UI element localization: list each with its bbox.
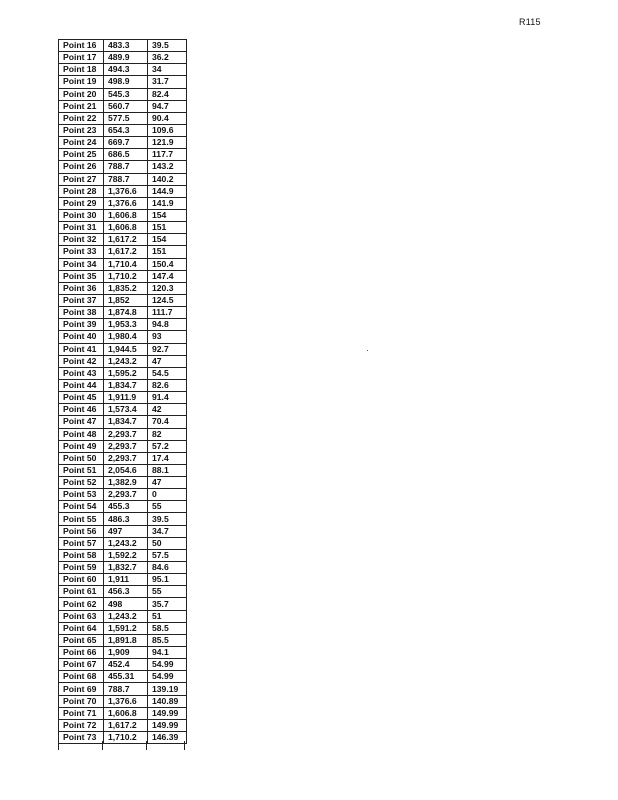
point-name-cell: Point 50: [59, 452, 104, 464]
point-name-cell: Point 31: [59, 222, 104, 234]
point-name-cell: Point 57: [59, 537, 104, 549]
table-row: [59, 222, 187, 234]
y-value-cell: 91.4: [148, 392, 187, 404]
point-name-cell: Point 51: [59, 464, 104, 476]
table-row: [59, 379, 187, 391]
point-name-cell: Point 66: [59, 647, 104, 659]
y-value-cell: 150.4: [148, 258, 187, 270]
table-row: [59, 489, 187, 501]
table-row: [59, 513, 187, 525]
x-value-cell: 1,382.9: [104, 477, 148, 489]
y-value-cell: 144.9: [148, 185, 187, 197]
point-name-cell: Point 24: [59, 137, 104, 149]
x-value-cell: 788.7: [104, 683, 148, 695]
y-value-cell: 93: [148, 331, 187, 343]
table-row: [59, 149, 187, 161]
y-value-cell: 39.5: [148, 40, 187, 52]
y-value-cell: 36.2: [148, 52, 187, 64]
table-row: [59, 234, 187, 246]
point-name-cell: Point 61: [59, 586, 104, 598]
x-value-cell: 1,591.2: [104, 622, 148, 634]
y-value-cell: 35.7: [148, 598, 187, 610]
table-row: [59, 282, 187, 294]
table-row: [59, 137, 187, 149]
points-table: [58, 39, 187, 744]
table-row: [59, 307, 187, 319]
y-value-cell: 55: [148, 501, 187, 513]
x-value-cell: 1,832.7: [104, 562, 148, 574]
y-value-cell: 82.4: [148, 88, 187, 100]
table-row: [59, 671, 187, 683]
point-name-cell: Point 55: [59, 513, 104, 525]
y-value-cell: 42: [148, 404, 187, 416]
table-row: [59, 331, 187, 343]
point-name-cell: Point 19: [59, 76, 104, 88]
x-value-cell: 498: [104, 598, 148, 610]
table-row: [59, 64, 187, 76]
y-value-cell: 146.39: [148, 732, 187, 744]
table-row: [59, 549, 187, 561]
table-row: [59, 88, 187, 100]
y-value-cell: 34: [148, 64, 187, 76]
table-row: [59, 695, 187, 707]
y-value-cell: 139.19: [148, 683, 187, 695]
x-value-cell: 1,606.8: [104, 222, 148, 234]
x-value-cell: 1,874.8: [104, 307, 148, 319]
y-value-cell: 57.5: [148, 549, 187, 561]
table-row: [59, 343, 187, 355]
y-value-cell: 88.1: [148, 464, 187, 476]
point-name-cell: Point 52: [59, 477, 104, 489]
table-row: [59, 185, 187, 197]
point-name-cell: Point 54: [59, 501, 104, 513]
x-value-cell: 1,911: [104, 574, 148, 586]
y-value-cell: 57.2: [148, 440, 187, 452]
page-label: R115: [519, 17, 541, 27]
point-name-cell: Point 49: [59, 440, 104, 452]
y-value-cell: 109.6: [148, 124, 187, 136]
x-value-cell: 788.7: [104, 173, 148, 185]
point-name-cell: Point 69: [59, 683, 104, 695]
table-row: [59, 246, 187, 258]
x-value-cell: 1,592.2: [104, 549, 148, 561]
table-tail-lines: [58, 741, 185, 750]
point-name-cell: Point 64: [59, 622, 104, 634]
y-value-cell: 140.2: [148, 173, 187, 185]
y-value-cell: 141.9: [148, 197, 187, 209]
x-value-cell: 1,243.2: [104, 537, 148, 549]
x-value-cell: 2,293.7: [104, 428, 148, 440]
point-name-cell: Point 68: [59, 671, 104, 683]
x-value-cell: 1,710.2: [104, 732, 148, 744]
x-value-cell: 1,243.2: [104, 355, 148, 367]
x-value-cell: 1,617.2: [104, 234, 148, 246]
y-value-cell: 149.99: [148, 707, 187, 719]
point-name-cell: Point 53: [59, 489, 104, 501]
y-value-cell: 54.5: [148, 367, 187, 379]
table-row: [59, 659, 187, 671]
x-value-cell: 1,852: [104, 294, 148, 306]
point-name-cell: Point 23: [59, 124, 104, 136]
y-value-cell: 124.5: [148, 294, 187, 306]
x-value-cell: 2,293.7: [104, 489, 148, 501]
x-value-cell: 1,573.4: [104, 404, 148, 416]
point-name-cell: Point 16: [59, 40, 104, 52]
point-name-cell: Point 44: [59, 379, 104, 391]
scan-speck: [367, 350, 368, 351]
x-value-cell: 1,835.2: [104, 282, 148, 294]
table-row: [59, 562, 187, 574]
point-name-cell: Point 18: [59, 64, 104, 76]
point-name-cell: Point 17: [59, 52, 104, 64]
table-row: [59, 647, 187, 659]
y-value-cell: 90.4: [148, 112, 187, 124]
table-row: [59, 404, 187, 416]
y-value-cell: 94.1: [148, 647, 187, 659]
x-value-cell: 1,617.2: [104, 246, 148, 258]
point-name-cell: Point 63: [59, 610, 104, 622]
point-name-cell: Point 70: [59, 695, 104, 707]
table-row: [59, 464, 187, 476]
y-value-cell: 94.7: [148, 100, 187, 112]
point-name-cell: Point 72: [59, 719, 104, 731]
x-value-cell: 1,617.2: [104, 719, 148, 731]
point-name-cell: Point 32: [59, 234, 104, 246]
y-value-cell: 151: [148, 246, 187, 258]
point-name-cell: Point 35: [59, 270, 104, 282]
table-row: [59, 367, 187, 379]
point-name-cell: Point 47: [59, 416, 104, 428]
x-value-cell: 494.3: [104, 64, 148, 76]
y-value-cell: 147.4: [148, 270, 187, 282]
x-value-cell: 1,944.5: [104, 343, 148, 355]
y-value-cell: 154: [148, 209, 187, 221]
y-value-cell: 151: [148, 222, 187, 234]
x-value-cell: 1,834.7: [104, 379, 148, 391]
point-name-cell: Point 20: [59, 88, 104, 100]
point-name-cell: Point 45: [59, 392, 104, 404]
point-name-cell: Point 71: [59, 707, 104, 719]
point-name-cell: Point 26: [59, 161, 104, 173]
x-value-cell: 1,606.8: [104, 209, 148, 221]
x-value-cell: 1,376.6: [104, 197, 148, 209]
table-row: [59, 683, 187, 695]
y-value-cell: 154: [148, 234, 187, 246]
table-row: [59, 719, 187, 731]
table-row: [59, 501, 187, 513]
point-name-cell: Point 22: [59, 112, 104, 124]
table-row: [59, 610, 187, 622]
x-value-cell: 2,293.7: [104, 452, 148, 464]
x-value-cell: 1,243.2: [104, 610, 148, 622]
x-value-cell: 1,980.4: [104, 331, 148, 343]
point-name-cell: Point 33: [59, 246, 104, 258]
y-value-cell: 149.99: [148, 719, 187, 731]
x-value-cell: 455.3: [104, 501, 148, 513]
y-value-cell: 0: [148, 489, 187, 501]
x-value-cell: 1,710.2: [104, 270, 148, 282]
point-name-cell: Point 29: [59, 197, 104, 209]
y-value-cell: 95.1: [148, 574, 187, 586]
y-value-cell: 111.7: [148, 307, 187, 319]
y-value-cell: 85.5: [148, 634, 187, 646]
x-value-cell: 560.7: [104, 100, 148, 112]
table-row: [59, 440, 187, 452]
point-name-cell: Point 30: [59, 209, 104, 221]
x-value-cell: 2,054.6: [104, 464, 148, 476]
point-name-cell: Point 36: [59, 282, 104, 294]
x-value-cell: 498.9: [104, 76, 148, 88]
x-value-cell: 1,953.3: [104, 319, 148, 331]
x-value-cell: 1,606.8: [104, 707, 148, 719]
table-row: [59, 634, 187, 646]
y-value-cell: 92.7: [148, 343, 187, 355]
table-row: [59, 537, 187, 549]
y-value-cell: 82: [148, 428, 187, 440]
y-value-cell: 82.6: [148, 379, 187, 391]
x-value-cell: 2,293.7: [104, 440, 148, 452]
x-value-cell: 1,376.6: [104, 185, 148, 197]
y-value-cell: 120.3: [148, 282, 187, 294]
x-value-cell: 1,909: [104, 647, 148, 659]
table-row: [59, 416, 187, 428]
x-value-cell: 455.31: [104, 671, 148, 683]
y-value-cell: 121.9: [148, 137, 187, 149]
y-value-cell: 50: [148, 537, 187, 549]
x-value-cell: 1,710.4: [104, 258, 148, 270]
x-value-cell: 1,376.6: [104, 695, 148, 707]
table-row: [59, 100, 187, 112]
points-table-body: [59, 40, 187, 744]
x-value-cell: 1,595.2: [104, 367, 148, 379]
x-value-cell: 1,891.8: [104, 634, 148, 646]
point-name-cell: Point 73: [59, 732, 104, 744]
table-row: [59, 294, 187, 306]
x-value-cell: 1,834.7: [104, 416, 148, 428]
y-value-cell: 143.2: [148, 161, 187, 173]
y-value-cell: 94.8: [148, 319, 187, 331]
point-name-cell: Point 56: [59, 525, 104, 537]
x-value-cell: 788.7: [104, 161, 148, 173]
y-value-cell: 47: [148, 477, 187, 489]
table-row: [59, 452, 187, 464]
table-row: [59, 209, 187, 221]
y-value-cell: 51: [148, 610, 187, 622]
point-name-cell: Point 42: [59, 355, 104, 367]
point-name-cell: Point 27: [59, 173, 104, 185]
table-row: [59, 707, 187, 719]
point-name-cell: Point 38: [59, 307, 104, 319]
point-name-cell: Point 40: [59, 331, 104, 343]
x-value-cell: 545.3: [104, 88, 148, 100]
table-row: [59, 319, 187, 331]
point-name-cell: Point 46: [59, 404, 104, 416]
y-value-cell: 84.6: [148, 562, 187, 574]
point-name-cell: Point 60: [59, 574, 104, 586]
point-name-cell: Point 62: [59, 598, 104, 610]
y-value-cell: 39.5: [148, 513, 187, 525]
x-value-cell: 654.3: [104, 124, 148, 136]
table-row: [59, 574, 187, 586]
table-row: [59, 525, 187, 537]
y-value-cell: 31.7: [148, 76, 187, 88]
x-value-cell: 456.3: [104, 586, 148, 598]
point-name-cell: Point 39: [59, 319, 104, 331]
x-value-cell: 669.7: [104, 137, 148, 149]
table-row: [59, 428, 187, 440]
x-value-cell: 1,911.9: [104, 392, 148, 404]
y-value-cell: 34.7: [148, 525, 187, 537]
table-row: [59, 112, 187, 124]
table-row: [59, 598, 187, 610]
y-value-cell: 55: [148, 586, 187, 598]
table-row: [59, 586, 187, 598]
table-row: [59, 270, 187, 282]
table-row: [59, 258, 187, 270]
table-row: [59, 197, 187, 209]
y-value-cell: 58.5: [148, 622, 187, 634]
point-name-cell: Point 41: [59, 343, 104, 355]
point-name-cell: Point 37: [59, 294, 104, 306]
y-value-cell: 17.4: [148, 452, 187, 464]
point-name-cell: Point 59: [59, 562, 104, 574]
table-row: [59, 392, 187, 404]
table-row: [59, 622, 187, 634]
point-name-cell: Point 48: [59, 428, 104, 440]
table-row: [59, 52, 187, 64]
point-name-cell: Point 21: [59, 100, 104, 112]
x-value-cell: 452.4: [104, 659, 148, 671]
point-name-cell: Point 28: [59, 185, 104, 197]
table-row: [59, 355, 187, 367]
point-name-cell: Point 25: [59, 149, 104, 161]
x-value-cell: 497: [104, 525, 148, 537]
y-value-cell: 70.4: [148, 416, 187, 428]
y-value-cell: 54.99: [148, 671, 187, 683]
x-value-cell: 483.3: [104, 40, 148, 52]
point-name-cell: Point 65: [59, 634, 104, 646]
y-value-cell: 47: [148, 355, 187, 367]
x-value-cell: 486.3: [104, 513, 148, 525]
y-value-cell: 140.89: [148, 695, 187, 707]
y-value-cell: 117.7: [148, 149, 187, 161]
table-row: [59, 477, 187, 489]
x-value-cell: 577.5: [104, 112, 148, 124]
y-value-cell: 54.99: [148, 659, 187, 671]
point-name-cell: Point 58: [59, 549, 104, 561]
point-name-cell: Point 67: [59, 659, 104, 671]
point-name-cell: Point 34: [59, 258, 104, 270]
x-value-cell: 686.5: [104, 149, 148, 161]
table-row: [59, 40, 187, 52]
table-row: [59, 124, 187, 136]
table-row: [59, 161, 187, 173]
table-row: [59, 76, 187, 88]
table-row: [59, 173, 187, 185]
point-name-cell: Point 43: [59, 367, 104, 379]
x-value-cell: 489.9: [104, 52, 148, 64]
